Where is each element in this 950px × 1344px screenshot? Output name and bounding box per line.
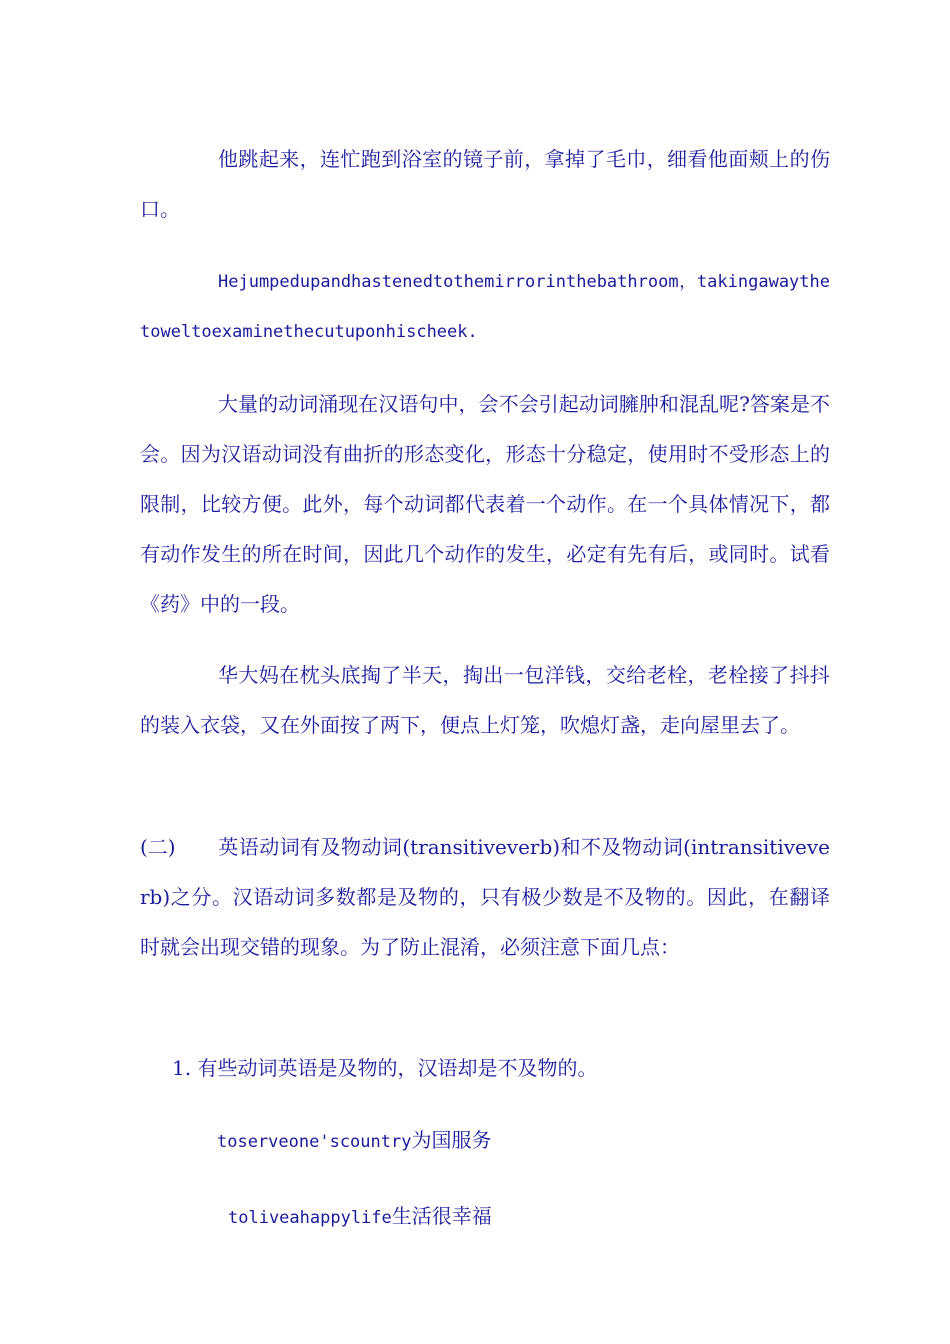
example-2-chinese: 生活很幸福 (391, 1204, 492, 1228)
paragraph-english-mirror: Hejumpedupandhastenedtothemirrorinthebathroom，takingawaythetoweltoexaminethecutuponhischeek. (140, 272, 830, 342)
section-text: 英语动词有及物动词(transitiveverb)和不及物动词(intransitiveverb)之分。汉语动词多数都是及物的，只有极少数是不及物的。因此，在翻译时就会出现交错的现象。为了防止混淆，必须注意下面几点： (140, 835, 830, 959)
section-number: (二) (140, 835, 176, 859)
example-1 (217, 1125, 491, 1157)
paragraph-medicine-excerpt: 华大妈在枕头底掏了半天，掏出一包洋钱，交给老栓，老栓接了抖抖的装入衣袋，又在外面按了两下，便点上灯笼，吹熄灯盏，走向屋里去了。 (140, 663, 830, 737)
example-1-english: toserveone'scountry (217, 1132, 412, 1152)
example-1-chinese: 为国服务 (411, 1128, 492, 1152)
list-item-1: 1. 有些动词英语是及物的，汉语却是不及物的。 (172, 1056, 598, 1080)
example-2 (228, 1201, 492, 1233)
paragraph-verb-explanation: 大量的动词涌现在汉语句中，会不会引起动词臃肿和混乱呢?答案是不会。因为汉语动词没有曲折的形态变化，形态十分稳定，使用时不受形态上的限制，比较方便。此外，每个动词都代表着一个动作。在一个具体情况下，都有动作发生的所在时间，因此几个动作的发生，必定有先有后，或同时。试看《药》中的一段。 (140, 392, 830, 616)
paragraph-chinese-mirror: 他跳起来，连忙跑到浴室的镜子前，拿掉了毛巾，细看他面颊上的伤口。 (140, 147, 830, 221)
section-two-paragraph (140, 822, 830, 972)
example-2-english: toliveahappylife (228, 1208, 392, 1228)
